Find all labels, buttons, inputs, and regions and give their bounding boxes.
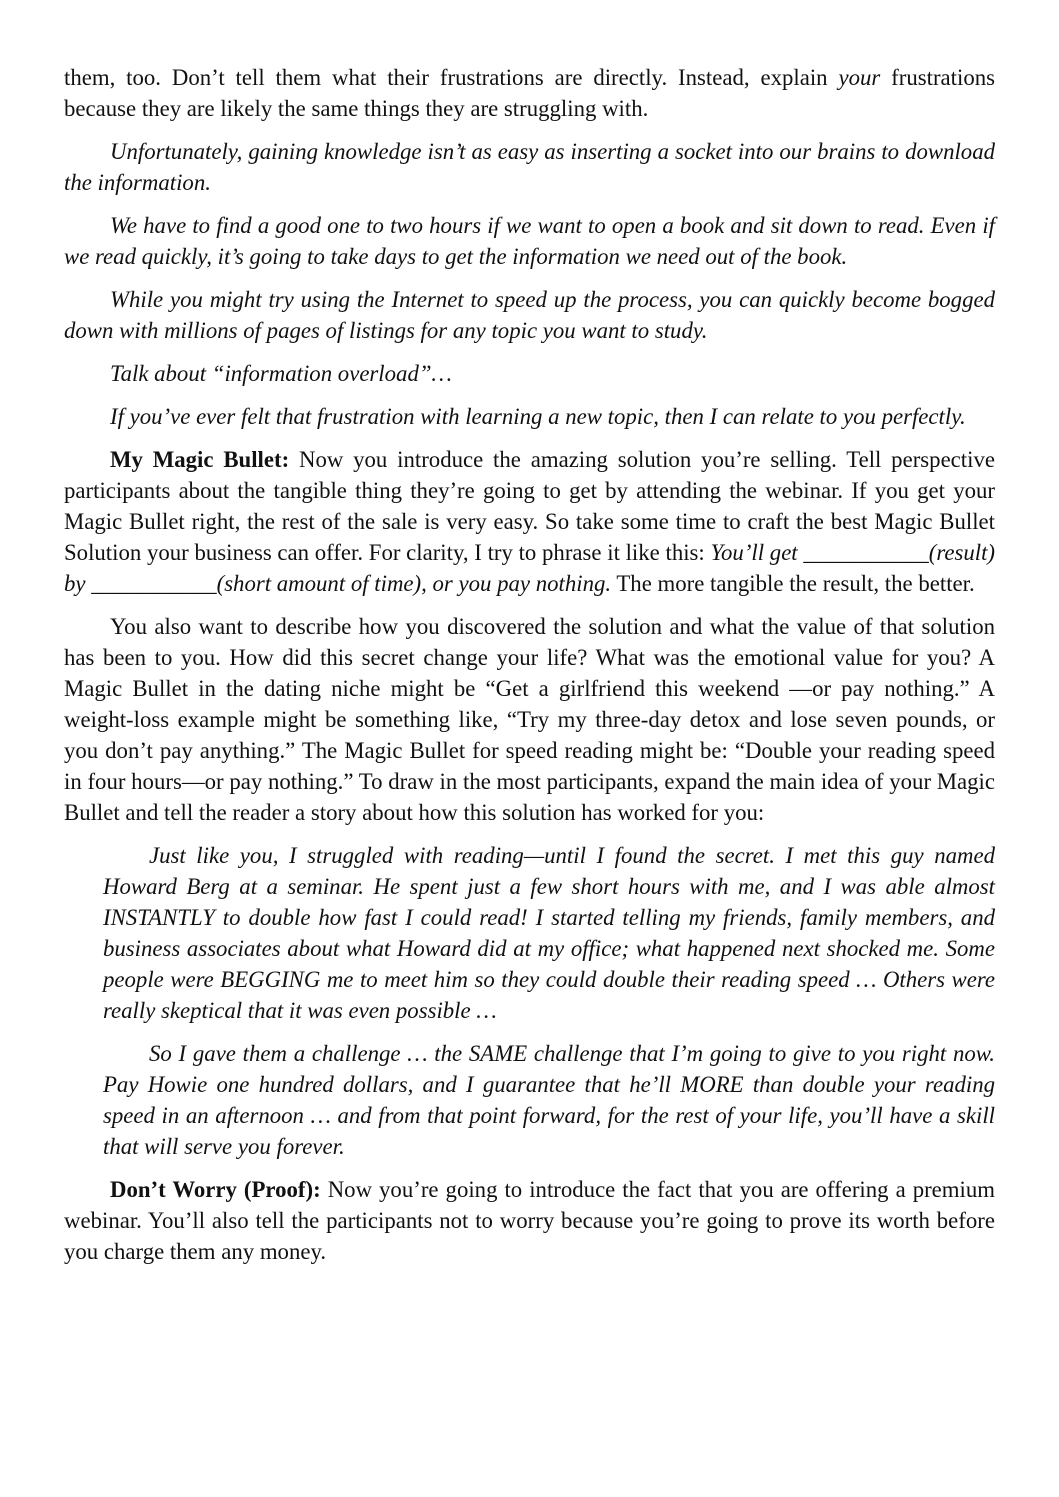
- example-paragraph: While you might try using the Internet to speed up the process, you can quickly become bogged down with millions of pages of listings for any topic you want to study.: [64, 287, 995, 343]
- document-page: [64, 62, 995, 1279]
- section-heading: Don’t Worry (Proof):: [110, 1177, 321, 1202]
- body-paragraph: You also want to describe how you discovered the solution and what the value of that solution has been to you. How did this secret change your life? What was the emotional value for you? A Magic Bullet in the dating niche might be “Get a girlfriend this weekend —or pay nothing.” A weight-loss example might be something like, “Try my three-day detox and lose seven pounds, or you don’t pay anything.” The Magic Bullet for speed reading might be: “Double your reading speed in four hours—or pay nothing.” To draw in the most participants, expand the main idea of your Magic Bullet and tell the reader a story about how this solution has worked for you:: [64, 614, 995, 825]
- example-paragraph: We have to find a good one to two hours if we want to open a book and sit down to read. Even if we read quickly, it’s going to take days to get the information we need out of the book.: [64, 213, 995, 269]
- section-heading: My Magic Bullet:: [110, 447, 290, 472]
- formula-text: You’ll get ___________(result) by ___________(short amount of time), or you pay nothing.: [64, 540, 995, 596]
- block-quote: So I gave them a challenge … the SAME challenge that I’m going to give to you right now. Pay Howie one hundred dollars, and I guarantee that he’ll MORE than double your reading speed in an afternoon … and from that point forward, for the rest of your life, you’ll have a skill that will serve you forever.: [103, 1041, 995, 1159]
- paragraph-text: them, too. Don’t tell them what their frustrations are directly. Instead, explain: [64, 65, 839, 90]
- example-paragraph: Talk about “information overload”…: [110, 361, 452, 386]
- paragraph-text: Now you’re going to introduce the fact that you are offering a premium webinar. You’ll also tell the participants not to worry because you’re going to prove its worth before you charge them any money.: [64, 1177, 995, 1264]
- emphasis-text: your: [838, 65, 881, 90]
- section-magic-bullet: [64, 444, 995, 599]
- example-paragraph: If you’ve ever felt that frustration with learning a new topic, then I can relate to you perfectly.: [110, 404, 966, 429]
- paragraph-text: The more tangible the result, the better.: [611, 571, 975, 596]
- section-dont-worry: [64, 1174, 995, 1267]
- paragraph-text: frustrations because they are likely the same things they are struggling with.: [64, 65, 995, 121]
- paragraph-continuation: [64, 62, 995, 124]
- example-paragraph: Unfortunately, gaining knowledge isn’t as easy as inserting a socket into our brains to download the information.: [64, 139, 995, 195]
- paragraph-text: Now you introduce the amazing solution you’re selling. Tell perspective participants about the tangible thing they’re going to get by attending the webinar. If you get your Magic Bullet right, the rest of the sale is very easy. So take some time to craft the best Magic Bullet Solution your business can offer. For clarity, I try to phrase it like this:: [64, 447, 995, 565]
- block-quote: Just like you, I struggled with reading—until I found the secret. I met this guy named Howard Berg at a seminar. He spent just a few short hours with me, and I was able almost INSTANTLY to double how fast I could read! I started telling my friends, family members, and business associates about what Howard did at my office; what happened next shocked me. Some people were BEGGING me to meet him so they could double their reading speed … Others were really skeptical that it was even possible …: [103, 843, 995, 1023]
